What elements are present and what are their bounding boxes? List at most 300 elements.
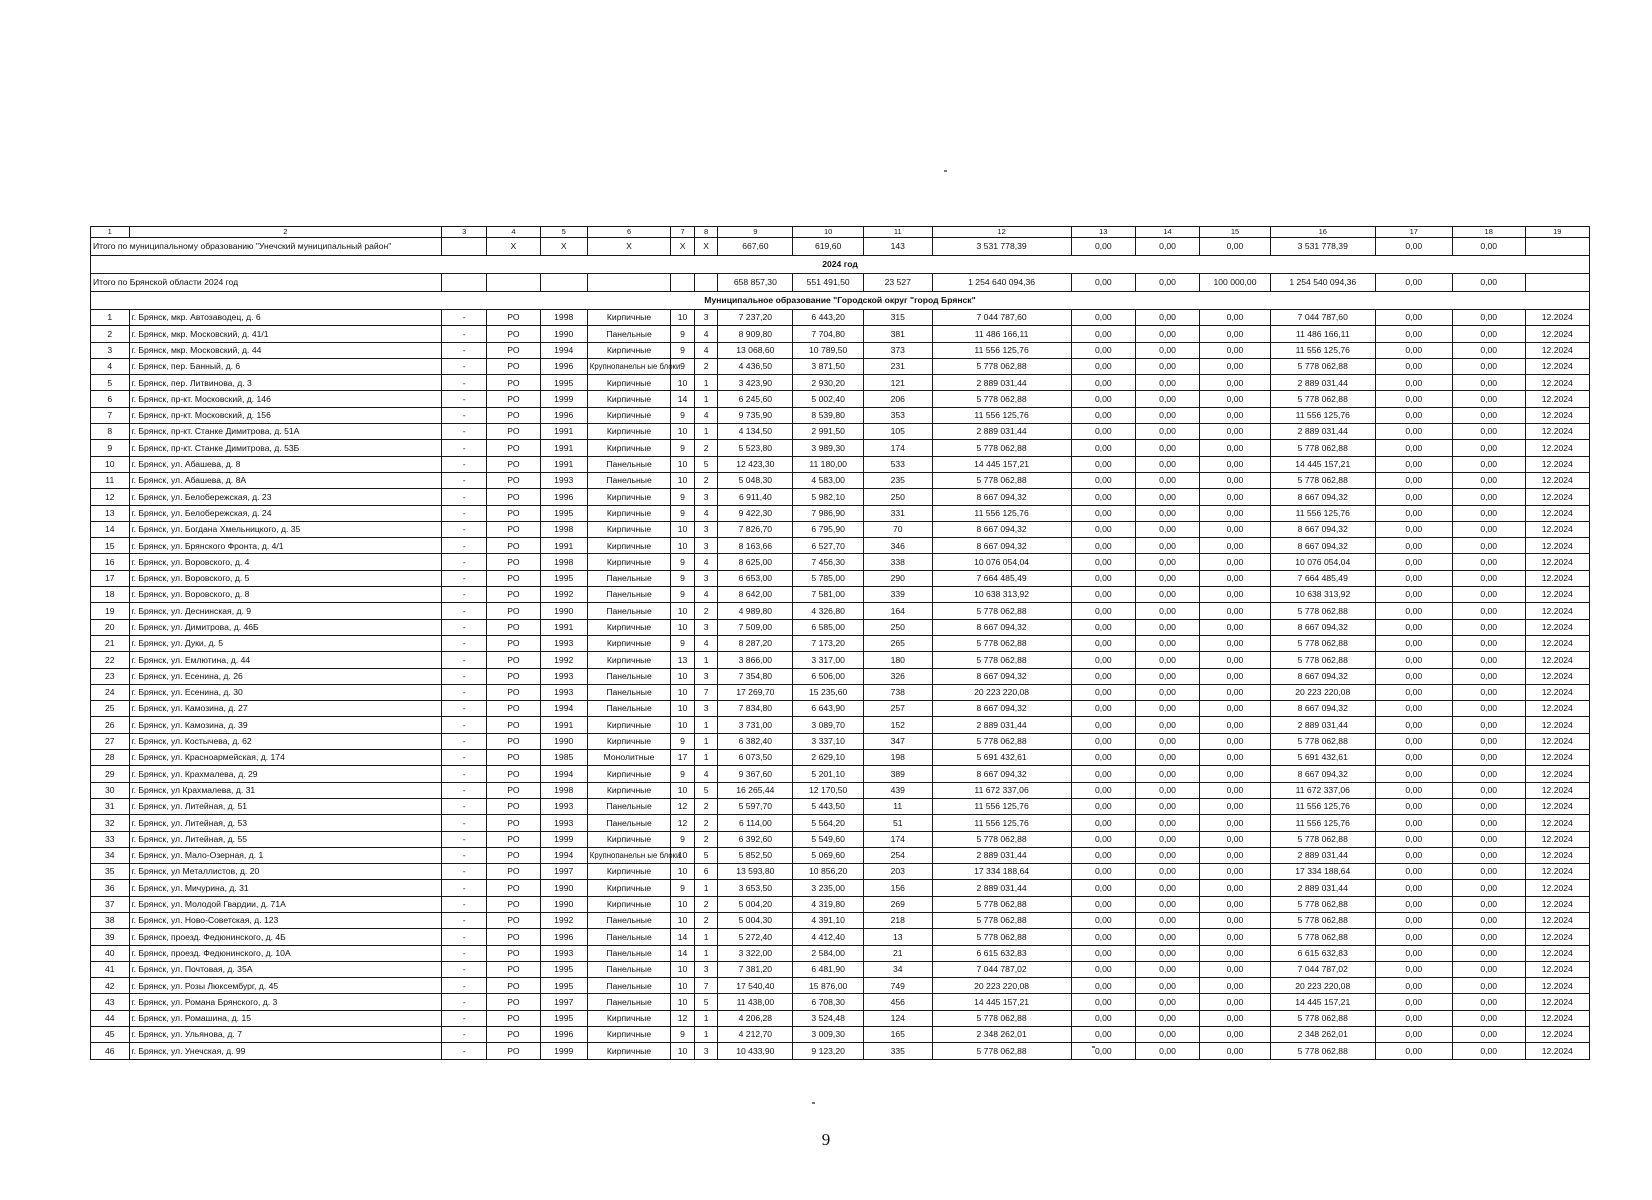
col-15-cell: 0,00 xyxy=(1200,456,1271,472)
floors-cell: 9 xyxy=(671,635,695,651)
col-3-cell: - xyxy=(442,684,487,700)
table-row xyxy=(91,880,1590,896)
col-4-cell: РО xyxy=(487,684,541,700)
address-cell: г. Брянск, ул. Розы Люксембург, д. 45 xyxy=(129,978,442,994)
col-4-cell: РО xyxy=(487,521,541,537)
col-15-cell: 0,00 xyxy=(1200,978,1271,994)
total-cost-cell: 14 445 157,21 xyxy=(932,994,1071,1010)
col-15-cell: 0,00 xyxy=(1200,472,1271,488)
col-18-cell: 0,00 xyxy=(1452,375,1525,391)
column-number: 3 xyxy=(442,227,487,238)
wall-material-cell: Крупнопанельн ые блоки xyxy=(587,358,671,374)
col-18-cell: 0,00 xyxy=(1452,326,1525,342)
living-area-cell: 6 795,90 xyxy=(793,521,864,537)
wall-material-cell: Кирпичные xyxy=(587,766,671,782)
col-15-cell: 0,00 xyxy=(1200,391,1271,407)
build-year-cell: 1993 xyxy=(540,798,587,814)
residents-cell: 339 xyxy=(863,587,932,603)
col-16-cell: 5 778 062,88 xyxy=(1270,1010,1375,1026)
col-15-cell: 0,00 xyxy=(1200,717,1271,733)
total-cell-col-4: X xyxy=(487,238,541,256)
col-13-cell: 0,00 xyxy=(1071,847,1135,863)
residents-cell: 269 xyxy=(863,896,932,912)
living-area-cell: 7 986,90 xyxy=(793,505,864,521)
col-13-cell: 0,00 xyxy=(1071,521,1135,537)
total-cost-cell: 5 778 062,88 xyxy=(932,440,1071,456)
total-cost-cell: 5 778 062,88 xyxy=(932,929,1071,945)
table-row xyxy=(91,521,1590,537)
address-cell: г. Брянск, ул. Красноармейская, д. 174 xyxy=(129,750,442,766)
total-cell-col-12: 1 254 640 094,36 xyxy=(932,274,1071,292)
col-15-cell: 0,00 xyxy=(1200,652,1271,668)
col-3-cell: - xyxy=(442,847,487,863)
floors-cell: 10 xyxy=(671,717,695,733)
col-15-cell: 0,00 xyxy=(1200,1027,1271,1043)
floors-cell: 10 xyxy=(671,782,695,798)
total-area-cell: 7 354,80 xyxy=(718,668,793,684)
total-cost-cell: 5 778 062,88 xyxy=(932,831,1071,847)
col-14-cell: 0,00 xyxy=(1135,440,1199,456)
total-cell-col-10: 551 491,50 xyxy=(793,274,864,292)
col-4-cell: РО xyxy=(487,603,541,619)
floors-cell: 10 xyxy=(671,472,695,488)
col-13-cell: 0,00 xyxy=(1071,978,1135,994)
total-cost-cell: 5 778 062,88 xyxy=(932,912,1071,928)
address-cell: г. Брянск, мкр. Автозаводец, д. 6 xyxy=(129,310,442,326)
col-15-cell: 0,00 xyxy=(1200,701,1271,717)
wall-material-cell: Кирпичные xyxy=(587,538,671,554)
entrances-cell: 1 xyxy=(694,929,718,945)
build-year-cell: 1993 xyxy=(540,815,587,831)
col-3-cell: - xyxy=(442,750,487,766)
col-4-cell: РО xyxy=(487,782,541,798)
col-3-cell: - xyxy=(442,994,487,1010)
col-17-cell: 0,00 xyxy=(1375,1043,1452,1059)
living-area-cell: 7 173,20 xyxy=(793,635,864,651)
residents-cell: 70 xyxy=(863,521,932,537)
entrances-cell: 2 xyxy=(694,440,718,456)
col-14-cell: 0,00 xyxy=(1135,815,1199,831)
total-area-cell: 6 653,00 xyxy=(718,570,793,586)
table-row xyxy=(91,489,1590,505)
col-14-cell: 0,00 xyxy=(1135,831,1199,847)
col-13-cell: 0,00 xyxy=(1071,326,1135,342)
col-4-cell: РО xyxy=(487,733,541,749)
column-number: 12 xyxy=(932,227,1071,238)
col-17-cell: 0,00 xyxy=(1375,766,1452,782)
col-3-cell: - xyxy=(442,570,487,586)
col-16-cell: 8 667 094,32 xyxy=(1270,489,1375,505)
col-18-cell: 0,00 xyxy=(1452,505,1525,521)
total-label: Итого по муниципальному образованию "Унечский муниципальный район" xyxy=(91,238,442,256)
total-cost-cell: 5 778 062,88 xyxy=(932,391,1071,407)
total-cell-col-5 xyxy=(540,274,587,292)
col-16-cell: 8 667 094,32 xyxy=(1270,766,1375,782)
residents-cell: 749 xyxy=(863,978,932,994)
total-cell-col-14: 0,00 xyxy=(1135,238,1199,256)
address-cell: г. Брянск, ул. Ново-Советская, д. 123 xyxy=(129,912,442,928)
total-cell-col-7: X xyxy=(671,238,695,256)
col-16-cell: 10 638 313,92 xyxy=(1270,587,1375,603)
col-14-cell: 0,00 xyxy=(1135,521,1199,537)
col-4-cell: РО xyxy=(487,896,541,912)
col-18-cell: 0,00 xyxy=(1452,766,1525,782)
total-area-cell: 7 509,00 xyxy=(718,619,793,635)
total-cell-col-7 xyxy=(671,274,695,292)
total-cost-cell: 2 889 031,44 xyxy=(932,424,1071,440)
completion-date-cell: 12.2024 xyxy=(1525,961,1589,977)
residents-cell: 254 xyxy=(863,847,932,863)
total-area-cell: 5 004,20 xyxy=(718,896,793,912)
col-13-cell: 0,00 xyxy=(1071,1027,1135,1043)
col-17-cell: 0,00 xyxy=(1375,424,1452,440)
col-3-cell: - xyxy=(442,945,487,961)
col-15-cell: 0,00 xyxy=(1200,521,1271,537)
total-cost-cell: 10 076 054,04 xyxy=(932,554,1071,570)
table-row xyxy=(91,1043,1590,1059)
col-17-cell: 0,00 xyxy=(1375,847,1452,863)
address-cell: г. Брянск, ул. Белобережская, д. 24 xyxy=(129,505,442,521)
col-14-cell: 0,00 xyxy=(1135,635,1199,651)
col-18-cell: 0,00 xyxy=(1452,929,1525,945)
col-16-cell: 2 889 031,44 xyxy=(1270,717,1375,733)
address-cell: г. Брянск, пер. Литвинова, д. 3 xyxy=(129,375,442,391)
build-year-cell: 1996 xyxy=(540,358,587,374)
wall-material-cell: Монолитные xyxy=(587,750,671,766)
table-row xyxy=(91,652,1590,668)
col-15-cell: 0,00 xyxy=(1200,766,1271,782)
completion-date-cell: 12.2024 xyxy=(1525,342,1589,358)
floors-cell: 9 xyxy=(671,326,695,342)
col-4-cell: РО xyxy=(487,375,541,391)
total-area-cell: 6 911,40 xyxy=(718,489,793,505)
total-label: Итого по Брянской области 2024 год xyxy=(91,274,442,292)
column-number: 16 xyxy=(1270,227,1375,238)
build-year-cell: 1991 xyxy=(540,619,587,635)
residents-cell: 21 xyxy=(863,945,932,961)
row-number-cell: 8 xyxy=(91,424,130,440)
col-13-cell: 0,00 xyxy=(1071,750,1135,766)
address-cell: г. Брянск, пр-кт. Станке Димитрова, д. 53Б xyxy=(129,440,442,456)
table-row xyxy=(91,1027,1590,1043)
col-16-cell: 8 667 094,32 xyxy=(1270,538,1375,554)
total-cell-col-12: 3 531 778,39 xyxy=(932,238,1071,256)
col-18-cell: 0,00 xyxy=(1452,358,1525,374)
col-17-cell: 0,00 xyxy=(1375,489,1452,505)
floors-cell: 9 xyxy=(671,489,695,505)
col-4-cell: РО xyxy=(487,847,541,863)
residents-cell: 331 xyxy=(863,505,932,521)
total-cost-cell: 5 778 062,88 xyxy=(932,896,1071,912)
total-cell-col-13: 0,00 xyxy=(1071,238,1135,256)
col-16-cell: 5 778 062,88 xyxy=(1270,733,1375,749)
build-year-cell: 1997 xyxy=(540,864,587,880)
col-16-cell: 5 778 062,88 xyxy=(1270,831,1375,847)
col-15-cell: 0,00 xyxy=(1200,896,1271,912)
column-number: 9 xyxy=(718,227,793,238)
total-cell-col-4 xyxy=(487,274,541,292)
floors-cell: 10 xyxy=(671,701,695,717)
year-heading xyxy=(91,256,1590,274)
col-4-cell: РО xyxy=(487,570,541,586)
col-14-cell: 0,00 xyxy=(1135,391,1199,407)
living-area-cell: 5 002,40 xyxy=(793,391,864,407)
entrances-cell: 3 xyxy=(694,521,718,537)
col-13-cell: 0,00 xyxy=(1071,407,1135,423)
residents-cell: 105 xyxy=(863,424,932,440)
row-number-cell: 16 xyxy=(91,554,130,570)
floors-cell: 9 xyxy=(671,505,695,521)
row-number-cell: 42 xyxy=(91,978,130,994)
col-13-cell: 0,00 xyxy=(1071,766,1135,782)
total-cell-col-9: 667,60 xyxy=(718,238,793,256)
col-13-cell: 0,00 xyxy=(1071,896,1135,912)
row-number-cell: 10 xyxy=(91,456,130,472)
col-3-cell: - xyxy=(442,798,487,814)
col-16-cell: 5 778 062,88 xyxy=(1270,635,1375,651)
col-3-cell: - xyxy=(442,929,487,945)
completion-date-cell: 12.2024 xyxy=(1525,472,1589,488)
total-cost-cell: 11 556 125,76 xyxy=(932,342,1071,358)
completion-date-cell: 12.2024 xyxy=(1525,978,1589,994)
col-18-cell: 0,00 xyxy=(1452,815,1525,831)
col-17-cell: 0,00 xyxy=(1375,896,1452,912)
build-year-cell: 1994 xyxy=(540,342,587,358)
completion-date-cell: 12.2024 xyxy=(1525,994,1589,1010)
row-number-cell: 24 xyxy=(91,684,130,700)
entrances-cell: 3 xyxy=(694,570,718,586)
wall-material-cell: Панельные xyxy=(587,603,671,619)
col-3-cell: - xyxy=(442,326,487,342)
address-cell: г. Брянск, ул. Дуки, д. 5 xyxy=(129,635,442,651)
col-13-cell: 0,00 xyxy=(1071,310,1135,326)
entrances-cell: 2 xyxy=(694,472,718,488)
total-cell-col-13: 0,00 xyxy=(1071,274,1135,292)
address-cell: г. Брянск, проезд. Федюнинского, д. 10А xyxy=(129,945,442,961)
col-18-cell: 0,00 xyxy=(1452,1010,1525,1026)
municipality-heading xyxy=(91,292,1590,310)
col-18-cell: 0,00 xyxy=(1452,635,1525,651)
col-17-cell: 0,00 xyxy=(1375,472,1452,488)
residents-cell: 198 xyxy=(863,750,932,766)
total-area-cell: 7 381,20 xyxy=(718,961,793,977)
total-region-row xyxy=(91,274,1590,292)
total-cell-col-15: 100 000,00 xyxy=(1200,274,1271,292)
table-row xyxy=(91,896,1590,912)
living-area-cell: 5 785,00 xyxy=(793,570,864,586)
living-area-cell: 2 991,50 xyxy=(793,424,864,440)
col-17-cell: 0,00 xyxy=(1375,831,1452,847)
completion-date-cell: 12.2024 xyxy=(1525,652,1589,668)
build-year-cell: 1994 xyxy=(540,847,587,863)
residents-cell: 180 xyxy=(863,652,932,668)
address-cell: г. Брянск, ул. Молодой Гвардии, д. 71А xyxy=(129,896,442,912)
column-number: 10 xyxy=(793,227,864,238)
col-15-cell: 0,00 xyxy=(1200,929,1271,945)
floors-cell: 14 xyxy=(671,945,695,961)
col-3-cell: - xyxy=(442,978,487,994)
living-area-cell: 5 549,60 xyxy=(793,831,864,847)
entrances-cell: 1 xyxy=(694,652,718,668)
col-15-cell: 0,00 xyxy=(1200,342,1271,358)
total-cell-col-3 xyxy=(442,274,487,292)
address-cell: г. Брянск, ул. Крахмалева, д. 29 xyxy=(129,766,442,782)
col-14-cell: 0,00 xyxy=(1135,603,1199,619)
living-area-cell: 15 235,60 xyxy=(793,684,864,700)
residents-cell: 165 xyxy=(863,1027,932,1043)
residents-cell: 335 xyxy=(863,1043,932,1059)
row-number-cell: 26 xyxy=(91,717,130,733)
table-row xyxy=(91,994,1590,1010)
entrances-cell: 4 xyxy=(694,554,718,570)
table-row xyxy=(91,326,1590,342)
total-cell-col-8: X xyxy=(694,238,718,256)
col-14-cell: 0,00 xyxy=(1135,961,1199,977)
total-area-cell: 11 438,00 xyxy=(718,994,793,1010)
completion-date-cell: 12.2024 xyxy=(1525,521,1589,537)
total-area-cell: 4 134,50 xyxy=(718,424,793,440)
col-14-cell: 0,00 xyxy=(1135,554,1199,570)
address-cell: г. Брянск, ул. Абашева, д. 8А xyxy=(129,472,442,488)
total-cost-cell: 8 667 094,32 xyxy=(932,538,1071,554)
total-cost-cell: 5 778 062,88 xyxy=(932,733,1071,749)
address-cell: г. Брянск, ул Крахмалева, д. 31 xyxy=(129,782,442,798)
col-13-cell: 0,00 xyxy=(1071,684,1135,700)
row-number-cell: 2 xyxy=(91,326,130,342)
col-16-cell: 20 223 220,08 xyxy=(1270,978,1375,994)
col-14-cell: 0,00 xyxy=(1135,424,1199,440)
col-16-cell: 5 778 062,88 xyxy=(1270,358,1375,374)
column-number: 8 xyxy=(694,227,718,238)
col-17-cell: 0,00 xyxy=(1375,945,1452,961)
col-15-cell: 0,00 xyxy=(1200,440,1271,456)
column-number: 5 xyxy=(540,227,587,238)
total-area-cell: 10 433,90 xyxy=(718,1043,793,1059)
wall-material-cell: Панельные xyxy=(587,945,671,961)
col-15-cell: 0,00 xyxy=(1200,310,1271,326)
wall-material-cell: Кирпичные xyxy=(587,440,671,456)
wall-material-cell: Панельные xyxy=(587,978,671,994)
entrances-cell: 2 xyxy=(694,815,718,831)
col-14-cell: 0,00 xyxy=(1135,880,1199,896)
address-cell: г. Брянск, ул. Мичурина, д. 31 xyxy=(129,880,442,896)
wall-material-cell: Кирпичные xyxy=(587,896,671,912)
completion-date-cell: 12.2024 xyxy=(1525,896,1589,912)
entrances-cell: 1 xyxy=(694,424,718,440)
col-16-cell: 14 445 157,21 xyxy=(1270,456,1375,472)
total-cost-cell: 11 556 125,76 xyxy=(932,815,1071,831)
col-18-cell: 0,00 xyxy=(1452,570,1525,586)
col-4-cell: РО xyxy=(487,326,541,342)
col-4-cell: РО xyxy=(487,994,541,1010)
housing-repair-table xyxy=(90,226,1590,1060)
row-number-cell: 15 xyxy=(91,538,130,554)
col-15-cell: 0,00 xyxy=(1200,668,1271,684)
total-area-cell: 5 523,80 xyxy=(718,440,793,456)
total-cell-col-6: X xyxy=(587,238,671,256)
wall-material-cell: Панельные xyxy=(587,929,671,945)
address-cell: г. Брянск, ул. Литейная, д. 55 xyxy=(129,831,442,847)
residents-cell: 164 xyxy=(863,603,932,619)
row-number-cell: 36 xyxy=(91,880,130,896)
col-18-cell: 0,00 xyxy=(1452,1043,1525,1059)
residents-cell: 257 xyxy=(863,701,932,717)
floors-cell: 10 xyxy=(671,603,695,619)
entrances-cell: 2 xyxy=(694,798,718,814)
col-18-cell: 0,00 xyxy=(1452,912,1525,928)
col-18-cell: 0,00 xyxy=(1452,750,1525,766)
row-number-cell: 22 xyxy=(91,652,130,668)
living-area-cell: 3 089,70 xyxy=(793,717,864,733)
living-area-cell: 3 317,00 xyxy=(793,652,864,668)
total-cost-cell: 7 044 787,02 xyxy=(932,961,1071,977)
row-number-cell: 35 xyxy=(91,864,130,880)
col-13-cell: 0,00 xyxy=(1071,994,1135,1010)
entrances-cell: 2 xyxy=(694,358,718,374)
row-number-cell: 33 xyxy=(91,831,130,847)
col-18-cell: 0,00 xyxy=(1452,733,1525,749)
completion-date-cell: 12.2024 xyxy=(1525,424,1589,440)
total-area-cell: 4 989,80 xyxy=(718,603,793,619)
floors-cell: 10 xyxy=(671,310,695,326)
row-number-cell: 43 xyxy=(91,994,130,1010)
build-year-cell: 1995 xyxy=(540,1010,587,1026)
total-cost-cell: 20 223 220,08 xyxy=(932,978,1071,994)
wall-material-cell: Кирпичные xyxy=(587,1027,671,1043)
col-3-cell: - xyxy=(442,668,487,684)
total-cost-cell: 7 664 485,49 xyxy=(932,570,1071,586)
col-16-cell: 8 667 094,32 xyxy=(1270,619,1375,635)
col-4-cell: РО xyxy=(487,619,541,635)
wall-material-cell: Кирпичные xyxy=(587,505,671,521)
col-16-cell: 11 672 337,06 xyxy=(1270,782,1375,798)
completion-date-cell: 12.2024 xyxy=(1525,847,1589,863)
col-13-cell: 0,00 xyxy=(1071,815,1135,831)
residents-cell: 353 xyxy=(863,407,932,423)
build-year-cell: 1991 xyxy=(540,424,587,440)
row-number-cell: 21 xyxy=(91,635,130,651)
col-13-cell: 0,00 xyxy=(1071,864,1135,880)
build-year-cell: 1998 xyxy=(540,554,587,570)
col-4-cell: РО xyxy=(487,1010,541,1026)
col-13-cell: 0,00 xyxy=(1071,538,1135,554)
col-16-cell: 5 778 062,88 xyxy=(1270,896,1375,912)
col-14-cell: 0,00 xyxy=(1135,847,1199,863)
column-number: 2 xyxy=(129,227,442,238)
residents-cell: 174 xyxy=(863,440,932,456)
col-3-cell: - xyxy=(442,407,487,423)
living-area-cell: 4 583,00 xyxy=(793,472,864,488)
row-number-cell: 38 xyxy=(91,912,130,928)
address-cell: г. Брянск, ул. Мало-Озерная, д. 1 xyxy=(129,847,442,863)
total-cost-cell: 8 667 094,32 xyxy=(932,521,1071,537)
col-3-cell: - xyxy=(442,1027,487,1043)
table-row xyxy=(91,472,1590,488)
col-18-cell: 0,00 xyxy=(1452,831,1525,847)
col-3-cell: - xyxy=(442,635,487,651)
table-row xyxy=(91,684,1590,700)
col-17-cell: 0,00 xyxy=(1375,815,1452,831)
entrances-cell: 2 xyxy=(694,831,718,847)
col-18-cell: 0,00 xyxy=(1452,440,1525,456)
col-18-cell: 0,00 xyxy=(1452,961,1525,977)
build-year-cell: 1999 xyxy=(540,391,587,407)
total-cost-cell: 14 445 157,21 xyxy=(932,456,1071,472)
completion-date-cell: 12.2024 xyxy=(1525,717,1589,733)
entrances-cell: 7 xyxy=(694,978,718,994)
total-cost-cell: 6 615 632,83 xyxy=(932,945,1071,961)
col-4-cell: РО xyxy=(487,798,541,814)
